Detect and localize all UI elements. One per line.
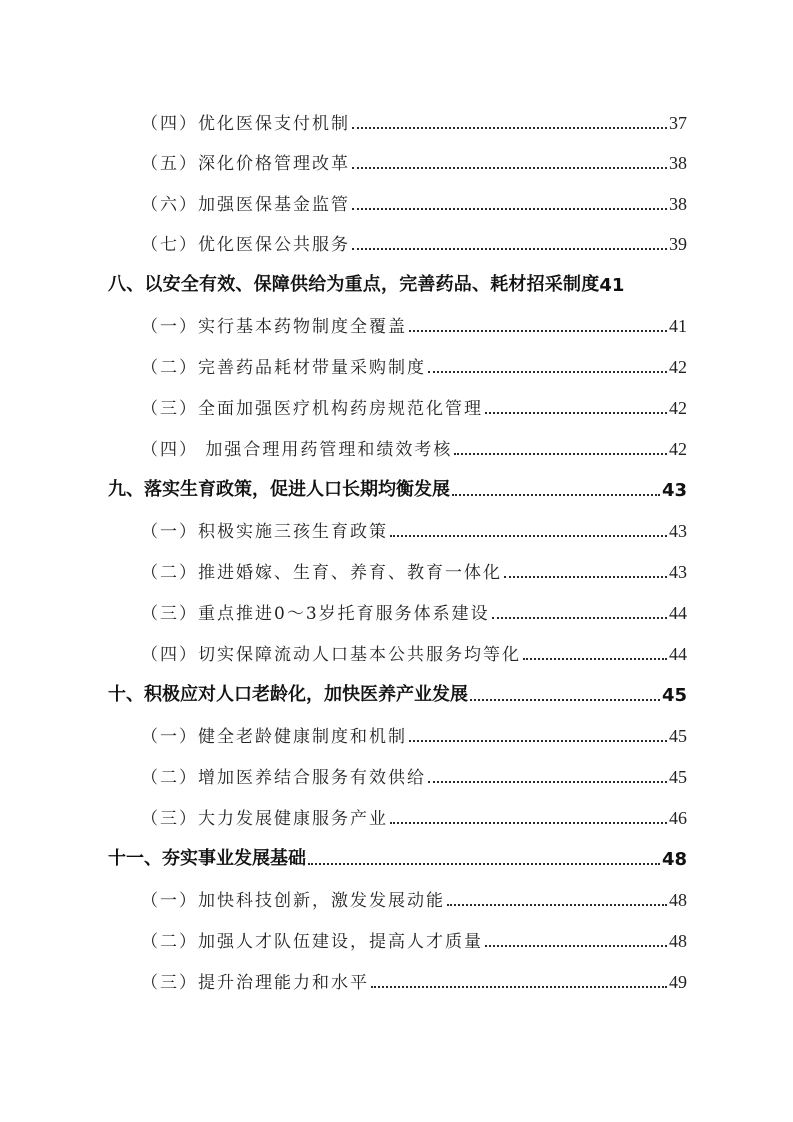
dot-leader <box>485 945 667 947</box>
dot-leader <box>523 658 667 660</box>
toc-chapter-title: 八、以安全有效、保障供给为重点，完善药品、耗材招采制度 <box>108 274 600 295</box>
toc-entry-title: （三）全面加强医疗机构药房规范化管理 <box>141 399 483 419</box>
toc-page-number: 37 <box>669 113 687 133</box>
dot-leader <box>447 904 667 906</box>
dot-leader <box>454 453 667 455</box>
toc-entry-title: （二）推进婚嫁、生育、养育、教育一体化 <box>141 563 502 583</box>
toc-page-number: 46 <box>669 808 687 828</box>
toc-entry[interactable] <box>0 389 687 419</box>
toc-page-number: 42 <box>669 398 687 418</box>
toc-entry-title: （一）实行基本药物制度全覆盖 <box>141 317 407 337</box>
toc-entry[interactable] <box>0 881 687 911</box>
toc-chapter-title: 十、积极应对人口老龄化，加快医养产业发展 <box>108 684 468 705</box>
toc-page-number: 43 <box>669 521 687 541</box>
toc-entry[interactable] <box>0 144 687 174</box>
toc-entry[interactable] <box>0 104 687 134</box>
toc-entry-title: （四） 加强合理用药管理和绩效考核 <box>141 440 453 460</box>
toc-entry-title: （三）重点推进0～3岁托育服务体系建设 <box>141 604 490 624</box>
toc-page-number: 48 <box>669 890 687 910</box>
dot-leader <box>308 863 660 865</box>
dot-leader <box>409 740 667 742</box>
toc-chapter-title: 十一、夯实事业发展基础 <box>108 848 306 869</box>
toc-page-number: 42 <box>669 357 687 377</box>
toc-entry[interactable] <box>0 635 687 665</box>
toc-chapter-entry[interactable] <box>0 471 687 501</box>
toc-entry[interactable] <box>0 512 687 542</box>
toc-page-number: 39 <box>669 234 687 254</box>
dot-leader <box>504 576 667 578</box>
toc-entry[interactable] <box>0 553 687 583</box>
toc-chapter-title: 九、落实生育政策，促进人口长期均衡发展 <box>108 479 450 500</box>
dot-leader <box>352 127 667 129</box>
dot-leader <box>390 822 667 824</box>
toc-entry[interactable] <box>0 922 687 952</box>
dot-leader <box>470 699 660 701</box>
toc-entry-title: （四）切实保障流动人口基本公共服务均等化 <box>141 645 521 665</box>
dot-leader <box>352 248 667 250</box>
toc-page-number: 45 <box>669 767 687 787</box>
toc-page-number: 43 <box>669 562 687 582</box>
toc-page-number: 41 <box>669 316 687 336</box>
toc-page-number: 38 <box>669 153 687 173</box>
toc-entry[interactable] <box>0 348 687 378</box>
toc-page-number: 48 <box>669 931 687 951</box>
toc-page-number: 45 <box>669 726 687 746</box>
dot-leader <box>492 617 667 619</box>
toc-page-number: 41 <box>599 275 625 296</box>
toc-page-number: 45 <box>661 685 687 706</box>
toc-entry[interactable] <box>0 594 687 624</box>
toc-entry[interactable] <box>0 430 687 460</box>
toc-entry-title: （四）优化医保支付机制 <box>141 114 350 134</box>
toc-entry-title: （一）积极实施三孩生育政策 <box>141 522 388 542</box>
toc-entry[interactable] <box>0 307 687 337</box>
toc-chapter-entry[interactable] <box>0 840 687 870</box>
toc-entry-title: （三）大力发展健康服务产业 <box>141 809 388 829</box>
dot-leader <box>352 167 667 169</box>
dot-leader <box>371 986 667 988</box>
toc-entry-title: （二）加强人才队伍建设，提高人才质量 <box>141 932 483 952</box>
dot-leader <box>485 412 667 414</box>
toc-entry[interactable] <box>0 758 687 788</box>
toc-entry-title: （二）完善药品耗材带量采购制度 <box>141 358 426 378</box>
toc-entry[interactable] <box>0 185 687 215</box>
dot-leader <box>352 208 667 210</box>
toc-entry[interactable] <box>0 799 687 829</box>
toc-page-number: 48 <box>661 849 687 870</box>
toc-chapter-entry[interactable] <box>0 266 687 296</box>
toc-entry-title: （七）优化医保公共服务 <box>141 235 350 255</box>
toc-page-number: 44 <box>669 644 687 664</box>
toc-entry[interactable] <box>0 225 687 255</box>
toc-page-number: 43 <box>661 480 687 501</box>
toc-page-number: 49 <box>669 972 687 992</box>
dot-leader <box>409 330 667 332</box>
toc-entry-title: （三）提升治理能力和水平 <box>141 973 369 993</box>
toc-entry[interactable] <box>0 717 687 747</box>
toc-entry-title: （一）健全老龄健康制度和机制 <box>141 727 407 747</box>
dot-leader <box>390 535 667 537</box>
toc-page-number: 42 <box>669 439 687 459</box>
toc-entry-title: （一）加快科技创新，激发发展动能 <box>141 891 445 911</box>
dot-leader <box>452 494 660 496</box>
dot-leader <box>428 781 667 783</box>
toc-entry-title: （六）加强医保基金监管 <box>141 195 350 215</box>
toc-chapter-entry[interactable] <box>0 676 687 706</box>
toc-entry[interactable] <box>0 963 687 993</box>
toc-entry-title: （二）增加医养结合服务有效供给 <box>141 768 426 788</box>
dot-leader <box>428 371 667 373</box>
toc-page-number: 38 <box>669 194 687 214</box>
toc-page-number: 44 <box>669 603 687 623</box>
toc-entry-title: （五）深化价格管理改革 <box>141 154 350 174</box>
